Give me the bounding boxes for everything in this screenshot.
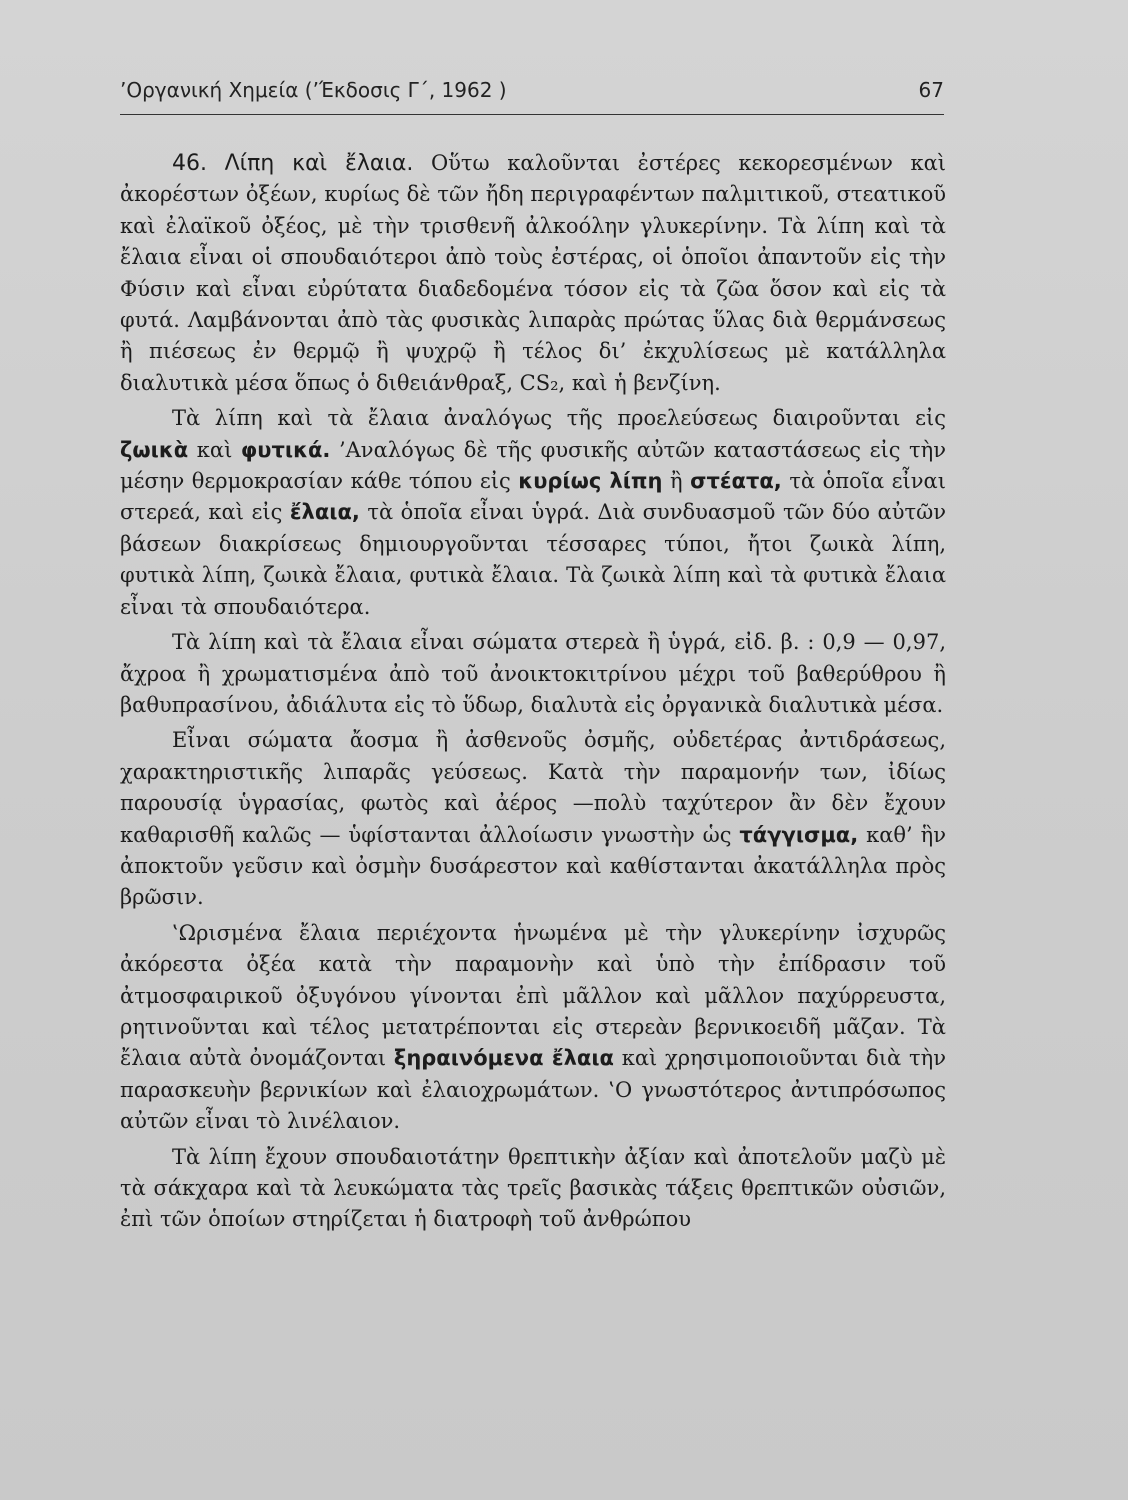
paragraph-text: τὰ ὁποῖα εἶναι στερεά, καὶ εἰς: [120, 469, 946, 525]
bold-term: ζωικὰ: [120, 437, 189, 462]
paragraph-text: καὶ χρησιμοποιοῦνται διὰ τὴν παρασκευὴν βερνικίων καὶ ἐλαιοχρωμάτων. ‛Ο γνωστότερος ἀντιπρόσωπος αὐτῶν εἶναι τὸ λινέλαιον.: [120, 1046, 946, 1134]
paragraph-4: [120, 725, 946, 913]
paragraph-text: Εἶναι σώματα ἄοσμα ἢ ἀσθενοῦς ὀσμῆς, οὐδετέρας ἀντιδράσεως, χαρακτηριστικῆς λιπαρᾶς γεύσεως. Κατὰ τὴν παραμονήν των, ἰδίως παρουσίᾳ ὑγρασίας, φωτὸς καὶ ἀέρος —πολὺ ταχύτερον ἂν δὲν ἔχουν καθαρισθῆ καλῶς — ὑφίστανται ἀλλοίωσιν γνωστὴν ὡς: [120, 728, 946, 847]
bold-term: κυρίως λίπη: [518, 469, 663, 494]
paragraph-2: [120, 403, 946, 623]
paragraph-3: [120, 627, 946, 721]
paragraph-text: καθ’ ἣν ἀποκτοῦν γεῦσιν καὶ ὀσμὴν δυσάρεστον καὶ καθίστανται ἀκατάλληλα πρὸς βρῶσιν.: [120, 822, 946, 910]
paragraph-5: [120, 918, 946, 1138]
section-number: 46.: [172, 151, 207, 176]
paragraph-text: τὰ ὁποῖα εἶναι ὑγρά. Διὰ συνδυασμοῦ τῶν δύο αὐτῶν βάσεων διακρίσεως δημιουργοῦνται τέσσαρες τύποι, ἤτοι ζωικὰ λίπη, φυτικὰ λίπη, ζωικὰ ἔλαια, φυτικὰ ἔλαια. Τὰ ζωικὰ λίπη καὶ τὰ φυτικὰ ἔλαια εἶναι τὰ σπουδαιότερα.: [120, 500, 946, 619]
bold-term: στέατα,: [690, 469, 782, 494]
page-number: 67: [918, 78, 944, 102]
paragraph-text: ἢ: [670, 469, 683, 494]
section-title: Λίπη καὶ ἔλαια.: [224, 151, 414, 176]
paragraph-6: [120, 1142, 946, 1236]
header-rule: [120, 114, 944, 115]
paragraph-text: καὶ: [196, 437, 233, 462]
body-text: [120, 148, 946, 1240]
paragraph-text: ‛Ωρισμένα ἔλαια περιέχοντα ἡνωμένα μὲ τὴν γλυκερίνην ἰσχυρῶς ἀκόρεστα ὀξέα κατὰ τὴν παραμονὴν καὶ ὑπὸ τὴν ἐπίδρασιν τοῦ ἀτμοσφαιρικοῦ ὀξυγόνου γίνονται ἐπὶ μᾶλλον καὶ μᾶλλον παχύρρευστα, ρητινοῦνται καὶ τέλος μετατρέπονται εἰς στερεὰν βερνικοειδῆ μᾶζαν. Τὰ ἔλαια αὐτὰ ὀνομάζονται: [120, 920, 946, 1071]
paragraph-1: [120, 148, 946, 399]
bold-term: φυτικά.: [240, 437, 331, 462]
bold-term: τάγγισμα,: [739, 822, 859, 847]
paragraph-text: Τὰ λίπη καὶ τὰ ἔλαια ἀναλόγως τῆς προελεύσεως διαιροῦνται εἰς: [172, 406, 946, 431]
paragraph-text: ’Αναλόγως δὲ τῆς φυσικῆς αὐτῶν καταστάσεως εἰς τὴν μέσην θερμοκρασίαν κάθε τόπου εἰς: [120, 437, 946, 494]
running-header: [120, 78, 944, 110]
paragraph-text: Τὰ λίπη καὶ τὰ ἔλαια εἶναι σώματα στερεὰ ἢ ὑγρά, εἰδ. β. : 0,9 — 0,97, ἄχροα ἢ χρωματισμένα ἀπὸ τοῦ ἀνοικτοκιτρίνου μέχρι τοῦ βαθερύθρου ἢ βαθυπρασίνου, ἀδιάλυτα εἰς τὸ ὕδωρ, διαλυτὰ εἰς ὀργανικὰ διαλυτικὰ μέσα.: [120, 630, 946, 717]
paragraph-text: Τὰ λίπη ἔχουν σπουδαιοτάτην θρεπτικὴν ἀξίαν καὶ ἀποτελοῦν μαζὺ μὲ τὰ σάκχαρα καὶ τὰ λευκώματα τὰς τρεῖς βασικὰς τάξεις θρεπτικῶν οὐσιῶν, ἐπὶ τῶν ὁποίων στηρίζεται ἡ διατροφὴ τοῦ ἀνθρώπου: [120, 1144, 946, 1232]
paragraph-text: Οὕτω καλοῦνται ἐστέρες κεκορεσμένων καὶ ἀκορέστων ὀξέων, κυρίως δὲ τῶν ἤδη περιγραφέντων παλμιτικοῦ, στεατικοῦ καὶ ἐλαϊκοῦ ὀξέος, μὲ τὴν τρισθενῆ ἀλκοόλην γλυκερίνην. Τὰ λίπη καὶ τὰ ἔλαια εἶναι οἱ σπουδαιότεροι ἀπὸ τοὺς ἐστέρας, οἱ ὁποῖοι ἀπαντοῦν εἰς τὴν Φύσιν καὶ εἶναι εὐρύτατα διαδεδομένα τόσον εἰς τὰ ζῶα ὅσον καὶ εἰς τὰ φυτά. Λαμβάνονται ἀπὸ τὰς φυσικὰς λιπαρὰς πρώτας ὕλας διὰ θερμάνσεως ἢ πιέσεως ἐν θερμῷ ἢ ψυχρῷ ἢ τέλος δι’ ἐκχυλίσεως μὲ κατάλληλα διαλυτικὰ μέσα ὅπως ὁ διθειάνθραξ, CS₂, καὶ ἡ βενζίνη.: [120, 151, 946, 395]
bold-term: ἔλαια,: [289, 500, 360, 525]
bold-term: ξηραινόμενα ἔλαια: [393, 1046, 614, 1071]
running-title: ’Οργανική Χημεία (’Έκδοσις Γ΄, 1962 ): [120, 78, 507, 102]
